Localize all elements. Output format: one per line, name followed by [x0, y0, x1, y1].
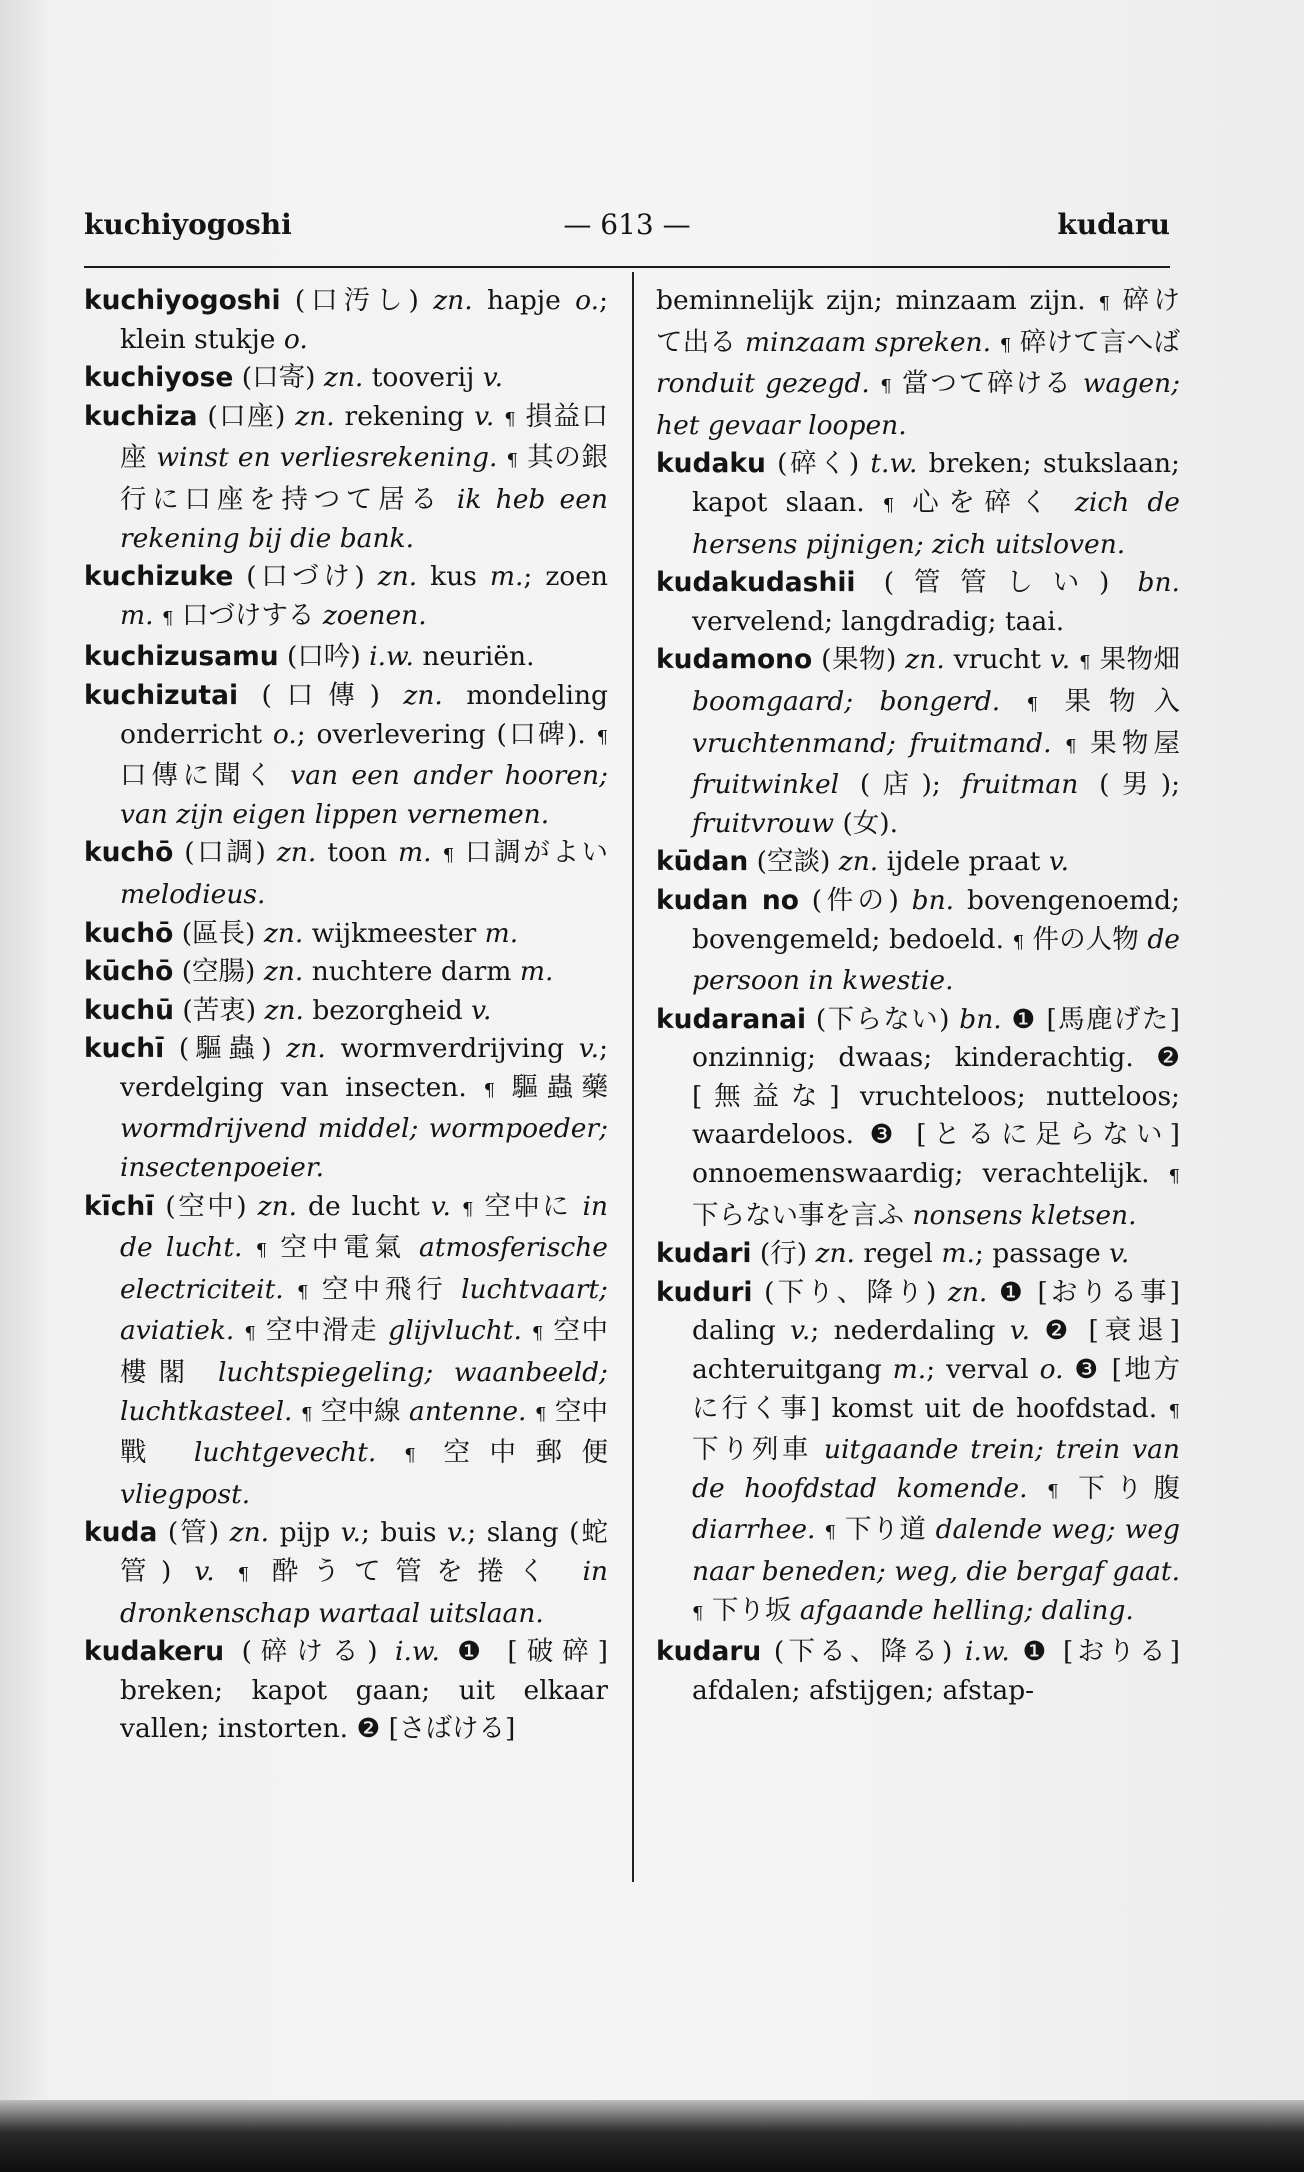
- translation-example: de persoon in kwestie.: [692, 923, 1180, 997]
- pilcrow-mark: ¶: [442, 845, 455, 867]
- translation-example: luchtspiegeling; waanbeeld; luchtkasteel.: [120, 1357, 608, 1427]
- headword: kuchū: [84, 994, 174, 1026]
- entry-text: 碎けて出る: [656, 285, 1180, 358]
- pilcrow-mark: ¶: [880, 376, 892, 398]
- headword: kuchizutai: [84, 679, 239, 711]
- pilcrow-mark: ¶: [1026, 693, 1039, 715]
- entry-text: ; overlevering (口碑).: [296, 718, 597, 750]
- entry-text: rekening: [334, 400, 475, 432]
- entry-text: 果物畑: [1090, 644, 1180, 676]
- entry-text: [494, 401, 504, 432]
- grammar-label: v.: [447, 1517, 468, 1549]
- entry-text: [1052, 728, 1066, 759]
- translation-example: ronduit gezegd.: [656, 368, 870, 400]
- entry-text: [497, 442, 506, 473]
- grammar-label: v.: [578, 1033, 600, 1065]
- headword: kuduri: [656, 1276, 753, 1308]
- entry-text: (口傳): [238, 679, 404, 711]
- translation-example: melodieus.: [120, 878, 266, 910]
- headword: kuchō: [84, 917, 174, 949]
- dictionary-entry: [656, 445, 1180, 564]
- entry-text: ; slang (蛇管): [120, 1517, 609, 1587]
- entry-text: (口座): [197, 400, 296, 432]
- translation-example: luchtvaart; aviatiek.: [120, 1273, 608, 1347]
- entry-text: ❶ [おりる事] daling: [692, 1276, 1180, 1347]
- pilcrow-mark: ¶: [506, 450, 518, 472]
- grammar-label: zn.: [263, 917, 304, 949]
- page-bottom-shadow: [0, 2100, 1304, 2172]
- entry-text: [991, 327, 1000, 358]
- pilcrow-mark: ¶: [404, 1445, 416, 1467]
- entry-text: ; passage: [974, 1238, 1110, 1270]
- entry-text: 果物入: [1038, 685, 1180, 717]
- entry-text: [284, 1274, 297, 1305]
- headword: kudaranai: [656, 1003, 807, 1035]
- grammar-label: zn.: [263, 956, 304, 988]
- headword: kūchō: [84, 956, 174, 988]
- entry-text: (口づけ): [233, 561, 378, 593]
- dictionary-entry: [84, 834, 608, 914]
- dictionary-entry: [656, 1235, 1180, 1274]
- column-divider: [632, 272, 634, 1882]
- entry-text: [522, 1315, 532, 1346]
- dictionary-entry: [84, 638, 608, 677]
- entry-text: [432, 837, 443, 868]
- entry-text: 空中電氣: [267, 1232, 420, 1264]
- grammar-label: o.: [575, 285, 600, 316]
- entry-text: (管): [157, 1517, 230, 1549]
- entry-text: [215, 1556, 238, 1587]
- pilcrow-mark: ¶: [1047, 1480, 1059, 1502]
- headword: kudaku: [656, 448, 766, 480]
- entry-text: pijp: [269, 1517, 341, 1549]
- entry-text: 空中戰: [120, 1395, 608, 1469]
- entry-text: bezorgheid: [303, 994, 472, 1026]
- entry-continuation: [656, 282, 1180, 445]
- entry-text: (口寄): [233, 362, 324, 394]
- entry-text: ; klein stukje: [120, 285, 608, 355]
- entry-text: vrucht: [944, 644, 1050, 676]
- entry-text: ijdele praat: [878, 846, 1049, 878]
- entry-text: 口づけする: [173, 599, 323, 631]
- entry-text: hapje: [472, 285, 576, 316]
- entry-text: 空中線: [312, 1395, 410, 1427]
- headword: kuda: [84, 1517, 158, 1549]
- pilcrow-mark: ¶: [531, 1323, 544, 1345]
- headword: kūdan: [656, 846, 749, 878]
- translation-example: zich de hersens pijnigen; zich uitsloven.: [692, 486, 1180, 560]
- translation-example: winst en verliesrekening.: [156, 442, 498, 474]
- entry-text: 碎けて言へば: [1011, 326, 1180, 358]
- translation-example: atmosferische electriciteit.: [120, 1232, 608, 1305]
- entry-text: 下り道: [835, 1514, 936, 1546]
- translation-example: van een ander hooren; van zijn eigen lippen vernemen.: [120, 760, 608, 830]
- headword: kudakudashii: [656, 567, 856, 599]
- entry-text: (區長): [173, 917, 264, 949]
- headword: kudamono: [656, 644, 813, 676]
- entry-text: (苦衷): [173, 994, 265, 1026]
- pilcrow-mark: ¶: [483, 1079, 496, 1101]
- grammar-label: m.: [397, 837, 432, 869]
- headword: kudakeru: [84, 1636, 225, 1668]
- grammar-label: bn.: [1137, 567, 1180, 599]
- grammar-label: o.: [272, 718, 297, 750]
- dictionary-entry: [84, 992, 608, 1031]
- dictionary-entry: [84, 1188, 608, 1515]
- entry-text: [527, 1396, 535, 1427]
- pilcrow-mark: ¶: [504, 408, 516, 430]
- pilcrow-mark: ¶: [255, 1240, 268, 1262]
- entry-text: 空中に: [473, 1190, 583, 1222]
- translation-example: diarrhee.: [692, 1514, 816, 1546]
- pilcrow-mark: ¶: [1168, 1166, 1180, 1188]
- grammar-label: i.w.: [369, 641, 414, 673]
- entry-text: neuriën.: [413, 641, 535, 673]
- entry-text: tooverij: [363, 362, 483, 394]
- dictionary-entry: [656, 1001, 1180, 1236]
- grammar-label: m.: [892, 1354, 927, 1386]
- headword: kuchiyogoshi: [84, 285, 281, 316]
- grammar-label: zn.: [433, 285, 473, 316]
- translation-example: luchtgevecht.: [193, 1437, 377, 1469]
- entry-text: (下り、降り): [752, 1276, 948, 1308]
- pilcrow-mark: ¶: [300, 1403, 313, 1425]
- grammar-label: zn.: [815, 1238, 855, 1270]
- grammar-label: zn.: [286, 1033, 326, 1065]
- translation-example: dalende weg; weg naar beneden; weg, die bergaf gaat.: [692, 1514, 1180, 1587]
- entry-text: ❶ [馬鹿げた] onzinnig; dwaas; kinderachtig. ❷ [無益な] vruchteloos; nutteloos; waardeloos. ❸ [とるに足らない] onnoemenswaardig; verachtelijk.: [692, 1003, 1180, 1190]
- entry-text: toon: [316, 837, 398, 869]
- entry-text: [815, 1514, 824, 1545]
- translation-example: minzaam spreken.: [744, 326, 992, 358]
- pilcrow-mark: ¶: [534, 1403, 547, 1425]
- pilcrow-mark: ¶: [461, 1198, 474, 1220]
- headword: kīchī: [84, 1190, 155, 1222]
- header-rule: [84, 266, 1170, 268]
- grammar-label: i.w.: [964, 1636, 1010, 1668]
- grammar-label: v.: [1109, 1238, 1130, 1270]
- translation-example: fruitman: [961, 769, 1079, 801]
- translation-example: glijvlucht.: [388, 1315, 522, 1347]
- headword: kudari: [656, 1238, 752, 1270]
- grammar-label: t.w.: [870, 448, 918, 480]
- headword: kuchizusamu: [84, 641, 279, 673]
- entry-text: [1070, 644, 1079, 675]
- entry-text: [451, 1191, 462, 1222]
- grammar-label: bn.: [911, 884, 955, 916]
- left-column: [84, 282, 608, 1749]
- entry-text: 空中飛行: [308, 1273, 462, 1305]
- entry-text: (管管しい): [855, 567, 1138, 599]
- entry-text: (碎ける): [224, 1636, 396, 1668]
- pilcrow-mark: ¶: [244, 1323, 256, 1345]
- entry-text: 空中郵便: [415, 1437, 608, 1469]
- grammar-label: zn.: [838, 846, 879, 878]
- entry-text: 果物屋: [1076, 727, 1180, 759]
- grammar-label: m.: [484, 917, 519, 949]
- entry-text: ; nederdaling: [810, 1315, 1010, 1347]
- dictionary-entry: [656, 641, 1180, 843]
- entry-text: de lucht: [297, 1190, 431, 1222]
- grammar-label: m.: [120, 599, 154, 631]
- pilcrow-mark: ¶: [824, 1522, 836, 1544]
- translation-example: fruitvrouw: [692, 807, 835, 839]
- entry-text: (果物): [812, 644, 906, 676]
- entry-text: 酔うて管を捲く: [249, 1556, 583, 1587]
- entry-text: (空腸): [173, 956, 264, 988]
- entry-text: (行): [751, 1238, 816, 1270]
- pilcrow-mark: ¶: [1098, 293, 1110, 314]
- translation-example: vliegpost.: [120, 1478, 251, 1510]
- pilcrow-mark: ¶: [237, 1564, 250, 1585]
- headword: kuchō: [84, 837, 174, 869]
- entry-text: [234, 1315, 244, 1346]
- entry-text: ; zoen: [523, 561, 608, 593]
- entry-text: (空談): [748, 846, 839, 878]
- grammar-label: zn.: [323, 362, 364, 394]
- entry-text: ❶ [破碎] breken; kapot gaan; uit elkaar vallen; instorten. ❷ [さばける]: [120, 1636, 609, 1745]
- entry-text: ; buis: [360, 1517, 448, 1549]
- translation-example: ik heb een rekening bij die bank.: [120, 483, 608, 554]
- entry-text: 空中滑走: [255, 1315, 389, 1347]
- entry-text: ❷ [衰退] achteruitgang: [692, 1315, 1181, 1386]
- dictionary-entry: [656, 843, 1180, 882]
- dictionary-entry: [656, 882, 1180, 1001]
- headword: kudan no: [656, 884, 799, 916]
- entry-text: [292, 1396, 300, 1427]
- grammar-label: v.: [1049, 644, 1071, 676]
- dictionary-entry: [656, 564, 1180, 641]
- entry-text: ❶ [おりる] afdalen; afstijgen; afstap-: [692, 1636, 1181, 1706]
- entry-text: breken; stukslaan; kapot slaan.: [692, 448, 1180, 518]
- dictionary-entry: [656, 1633, 1180, 1710]
- grammar-label: zn.: [229, 1517, 270, 1549]
- entry-text: kus: [417, 561, 490, 593]
- grammar-label: zn.: [377, 561, 418, 593]
- right-column: [656, 282, 1180, 1710]
- pilcrow-mark: ¶: [1065, 735, 1077, 757]
- grammar-label: zn.: [276, 837, 317, 869]
- entry-text: vervelend; langdradig; taai.: [692, 605, 1065, 637]
- grammar-label: v.: [430, 1190, 451, 1222]
- grammar-label: o.: [283, 323, 308, 355]
- entry-text: bovengenoemd; bovengemeld; bedoeld.: [692, 884, 1180, 955]
- dictionary-entry: [84, 359, 608, 398]
- grammar-label: v.: [194, 1556, 215, 1587]
- grammar-label: v.: [1048, 846, 1070, 878]
- entry-text: 口傳に聞く: [120, 760, 291, 792]
- translation-example: wormdrijvend middel; wormpoeder; insectenpoeier.: [120, 1113, 608, 1184]
- dictionary-entry: [84, 953, 608, 992]
- grammar-label: v.: [471, 994, 492, 1026]
- grammar-label: m.: [489, 561, 524, 593]
- grammar-label: v.: [1009, 1315, 1031, 1347]
- entry-text: regel: [854, 1238, 942, 1270]
- entry-text: ; verval: [926, 1354, 1040, 1386]
- entry-text: 件の人物: [1024, 923, 1148, 955]
- grammar-label: o.: [1039, 1354, 1064, 1386]
- entry-text: 當つて碎ける: [891, 368, 1083, 400]
- translation-example: nonsens kletsen.: [912, 1199, 1137, 1231]
- dictionary-entry: [656, 1274, 1180, 1633]
- entry-text: mondeling onderricht: [120, 679, 609, 750]
- grammar-label: zn.: [295, 400, 335, 432]
- grammar-label: zn.: [264, 994, 304, 1026]
- translation-example: wagen; het gevaar loopen.: [656, 368, 1180, 441]
- entry-text: (口吟): [278, 641, 370, 673]
- entry-text: ; verdelging van insecten.: [120, 1033, 608, 1103]
- headword: kuchiyose: [84, 362, 234, 394]
- pilcrow-mark: ¶: [1012, 931, 1025, 953]
- grammar-label: v.: [474, 400, 495, 432]
- entry-text: (下らない): [806, 1003, 960, 1035]
- grammar-label: i.w.: [395, 1636, 440, 1668]
- entry-text: (女).: [834, 807, 899, 839]
- grammar-label: zn.: [947, 1276, 988, 1308]
- entry-text: 口調がよい: [454, 837, 608, 869]
- translation-example: in de lucht.: [120, 1190, 608, 1264]
- dictionary-entry: [84, 1030, 608, 1187]
- entry-text: beminnelijk zijn; minzaam zijn.: [656, 285, 1099, 316]
- headword: kudaru: [656, 1636, 762, 1668]
- entry-text: (店);: [839, 769, 962, 801]
- entry-text: (驅蟲): [164, 1033, 287, 1065]
- grammar-label: m.: [519, 956, 554, 988]
- right-guide-word: kudaru: [1057, 208, 1170, 241]
- translation-example: afgaande helling; daling.: [799, 1594, 1134, 1626]
- entry-text: [154, 600, 162, 631]
- entry-text: 下り腹: [1058, 1472, 1180, 1504]
- left-guide-word: kuchiyogoshi: [84, 208, 292, 241]
- dictionary-entry: [84, 1514, 608, 1633]
- entry-text: wijkmeester: [303, 917, 485, 949]
- grammar-label: zn.: [257, 1190, 298, 1222]
- pilcrow-mark: ¶: [882, 494, 895, 516]
- entry-text: 心を碎く: [894, 486, 1075, 518]
- entry-text: 下り坂: [703, 1594, 800, 1626]
- pilcrow-mark: ¶: [999, 334, 1012, 356]
- pilcrow-mark: ¶: [297, 1281, 309, 1303]
- running-header: [84, 208, 1170, 256]
- entry-text: 下らない事を言ふ: [692, 1199, 913, 1231]
- headword: kuchizuke: [84, 561, 234, 593]
- entry-text: [1028, 1473, 1048, 1504]
- grammar-label: zn.: [905, 644, 945, 676]
- grammar-label: v.: [340, 1517, 361, 1549]
- entry-text: [1000, 686, 1026, 717]
- entry-text: (口調): [173, 837, 277, 869]
- translation-example: vruchtenmand; fruitmand.: [692, 727, 1052, 759]
- grammar-label: zn.: [403, 679, 443, 711]
- grammar-label: bn.: [959, 1003, 1002, 1035]
- dictionary-entry: [84, 1633, 608, 1749]
- translation-example: uitgaande trein; trein van de hoofdstad komende.: [692, 1434, 1180, 1504]
- entry-text: wormverdrijving: [325, 1033, 579, 1065]
- page-number: — 613 —: [563, 208, 691, 241]
- translation-example: fruitwinkel: [692, 769, 840, 801]
- pilcrow-mark: ¶: [1168, 1400, 1180, 1422]
- entry-text: ❸ [地方に行く事] komst uit de hoofdstad.: [692, 1354, 1181, 1424]
- entry-text: [242, 1232, 255, 1263]
- dictionary-entry: [84, 398, 608, 558]
- pilcrow-mark: ¶: [1079, 652, 1091, 674]
- pilcrow-mark: ¶: [162, 607, 174, 629]
- entry-text: (空中): [154, 1190, 258, 1222]
- entry-text: (碎く): [765, 448, 871, 480]
- entry-text: [870, 368, 880, 399]
- dictionary-entry: [84, 677, 608, 834]
- entry-text: 空中樓閣: [120, 1315, 608, 1389]
- translation-example: antenne.: [409, 1395, 527, 1427]
- translation-example: zoenen.: [322, 599, 427, 631]
- grammar-label: v.: [790, 1315, 811, 1347]
- entry-text: [376, 1437, 404, 1468]
- pilcrow-mark: ¶: [692, 1602, 704, 1624]
- dictionary-entry: [84, 558, 608, 638]
- entry-text: 下り列車: [692, 1434, 824, 1466]
- headword: kuchiza: [84, 400, 198, 432]
- entry-text: (男);: [1078, 769, 1180, 801]
- dictionary-entry: [84, 915, 608, 954]
- entry-text: (件の): [798, 884, 912, 916]
- entry-text: (口汚し): [280, 285, 434, 316]
- grammar-label: m.: [941, 1238, 975, 1270]
- pilcrow-mark: ¶: [596, 726, 609, 748]
- entry-text: 其の銀行に口座を持つて居る: [120, 442, 608, 515]
- entry-text: 驅蟲藥: [495, 1071, 608, 1103]
- translation-example: boomgaard; bongerd.: [692, 685, 1001, 717]
- dictionary-entry: [84, 282, 608, 359]
- headword: kuchī: [84, 1033, 165, 1065]
- translation-example: in dronkenschap wartaal uitslaan.: [120, 1556, 608, 1629]
- entry-text: nuchtere darm: [303, 956, 520, 988]
- entry-text: 損益口座: [120, 400, 608, 474]
- grammar-label: v.: [482, 362, 504, 394]
- entry-text: (下る、降る): [761, 1636, 965, 1668]
